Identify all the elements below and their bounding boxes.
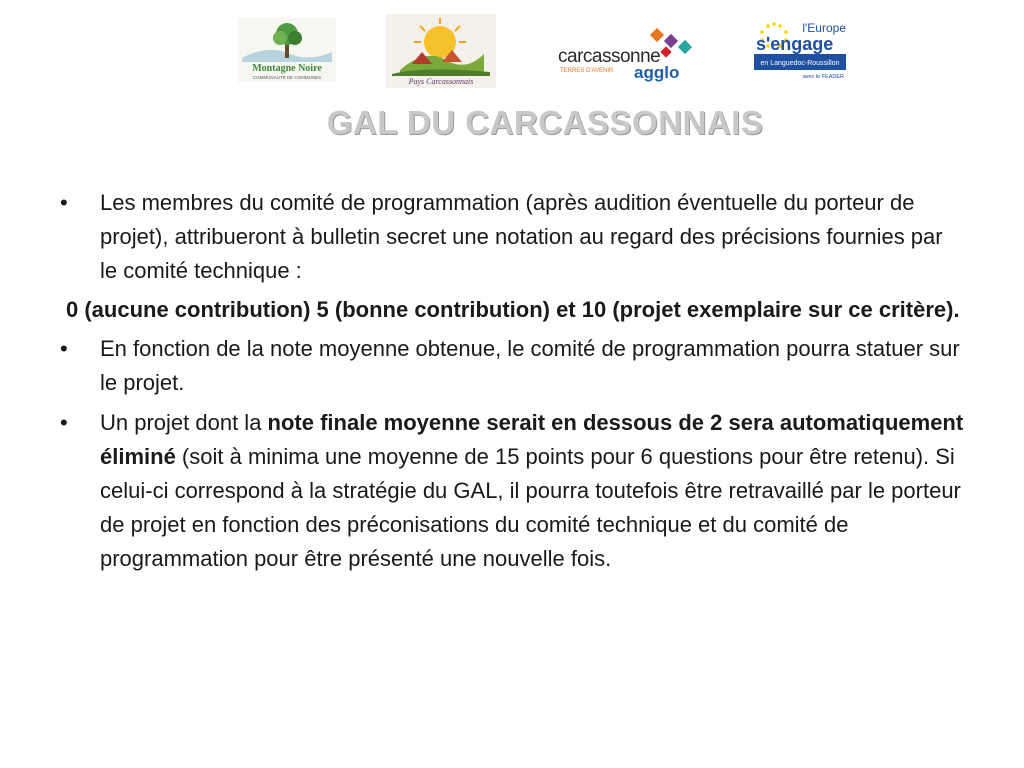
engage-text: s'engage xyxy=(756,34,834,54)
feader-text: avec le FEADER xyxy=(802,74,844,80)
paragraph-elimination-rest: (soit à minima une moyenne de 15 points pour 6 questions pour être retenu). Si celui-ci correspond à la stratégie du GAL, il pourra toutefois être retravaillé par le porteur de projet en fonction des préconisations du comité technique et du comité de programmation pour être présenté une nouvelle fois. xyxy=(100,444,961,571)
terres-davenir-text: TERRES D'AVENIR xyxy=(560,68,614,74)
languedoc-text: en Languedoc-Roussillon xyxy=(760,60,840,67)
bullet-icon: • xyxy=(60,410,68,435)
logo-bar xyxy=(0,0,1024,96)
paragraph-elimination-start: Un projet dont la xyxy=(100,410,268,435)
carcassonne-agglo-logo xyxy=(556,28,704,84)
montagne-noire-text: Montagne Noire xyxy=(252,63,322,74)
slide-body xyxy=(60,186,965,576)
paragraph-note-moyenne: En fonction de la note moyenne obtenue, le comité de programmation pourra statuer sur le projet. xyxy=(100,336,960,395)
bullet-item-elimination xyxy=(60,406,965,576)
page-title: GAL DU CARCASSONNAIS xyxy=(326,104,764,141)
agglo-text: agglo xyxy=(634,63,680,82)
bullet-item-comite xyxy=(60,186,965,288)
paragraph-elimination-bold: note finale moyenne serait en dessous de 2 sera automatiquement éliminé xyxy=(100,410,964,469)
pays-carcassonnais-text: Pays Carcassonnais xyxy=(408,77,474,86)
paragraph-comite: Les membres du comité de programmation (après audition éventuelle du porteur de projet), attribueront à bulletin secret une notation au regard des précisions fournies par le comité technique : xyxy=(100,190,943,283)
bullet-icon: • xyxy=(60,190,68,215)
bullet-item-note-moyenne xyxy=(60,332,965,400)
bullet-icon: • xyxy=(60,336,68,361)
europe-text: l'Europe xyxy=(802,21,846,35)
montagne-noire-subtext: COMMUNAUTÉ DE COMMUNES xyxy=(252,75,322,80)
scoring-scale: 0 (aucune contribution) 5 (bonne contribution) et 10 (projet exemplaire sur ce critère). xyxy=(66,297,960,322)
europe-engage-logo xyxy=(752,16,848,84)
carcassonne-text: carcassonne xyxy=(558,46,661,67)
pays-carcassonnais-logo xyxy=(386,14,496,88)
montagne-noire-logo xyxy=(238,18,336,82)
